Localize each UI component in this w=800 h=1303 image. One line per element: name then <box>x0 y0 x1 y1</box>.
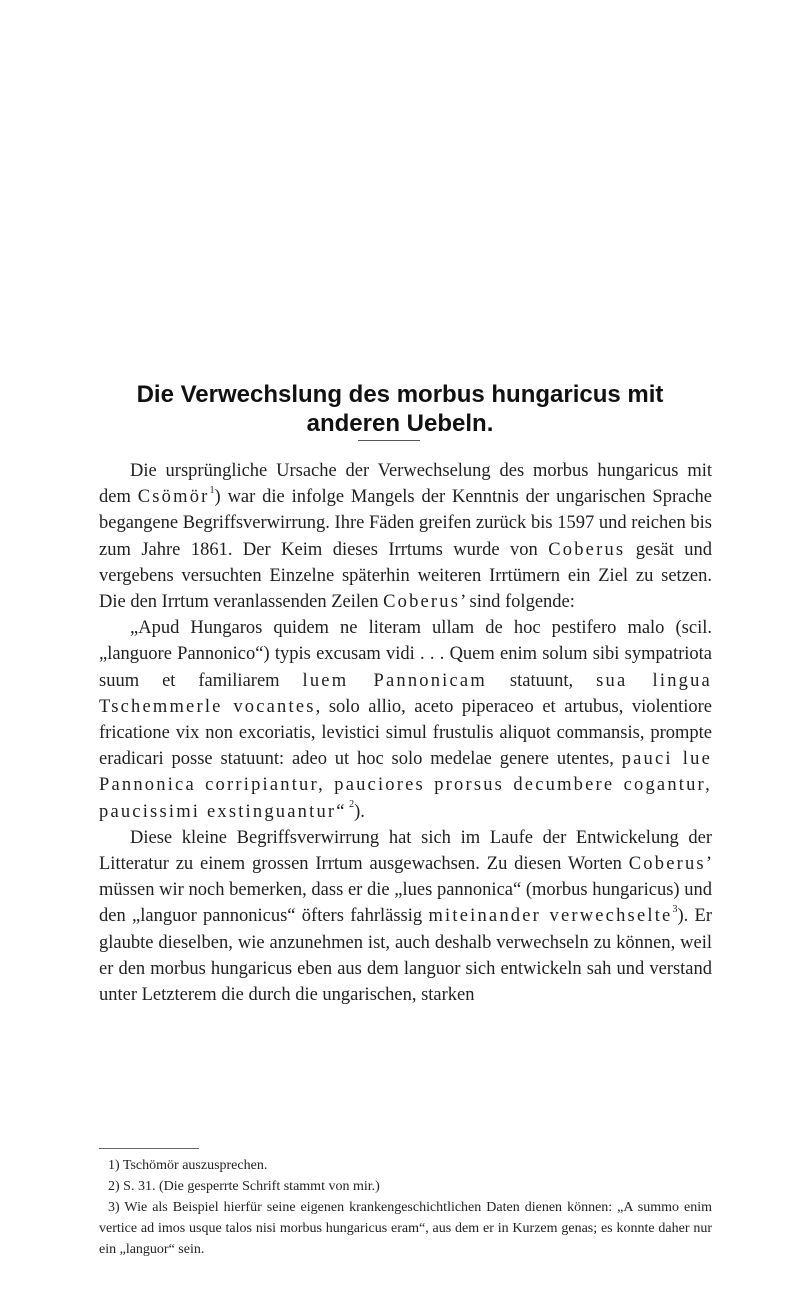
footnote-ref-3: 3 <box>672 904 678 916</box>
text-run: gesät und vergebens versuchten Einzelne späterhin weiteren Irrtümern ein Ziel zu setzen. Die den Irrtum veranlassenden Zeilen <box>99 539 712 613</box>
text-run: ). Er glaubte dieselben, wie anzunehmen ist, auch deshalb verwechseln zu können, weil er den morbus hungaricus eben aus dem languor sich entwickeln sah und verstand unter Letzterem die durch die ungarischen, starken <box>99 906 712 1006</box>
footnote-divider <box>99 1148 199 1149</box>
text-run: ’ müssen wir noch bemerken, dass er die „lues pannonica“ (morbus hungaricus) und den „languor pannonicus“ öfters fahrlässig <box>99 854 712 927</box>
spaced-name: Csömör <box>137 487 210 508</box>
text-run: ) war die infolge Mangels der Kenntnis der ungarischen Sprache begangene Begriffsverwirrung. Ihre Fäden greifen zurück bis 1597 und reichen bis zum Jahre 1861. Der Keim dieses Irrtums wurde von <box>99 487 712 560</box>
footnote-ref-1: 1 <box>209 485 215 497</box>
text-run: ’ sind folgende: <box>460 592 575 613</box>
heading-divider <box>358 440 420 441</box>
text-run: Die ursprüngliche Ursache der Verwechselung des morbus hungaricus mit dem <box>99 461 712 508</box>
spaced-text: pauci lue Pannonica corripiantur, pauciores prorsus decumbere cogantur, paucissimi exstinguantur <box>99 749 712 822</box>
footnote-1: 1) Tschömör auszusprechen. <box>108 1158 268 1173</box>
text-run: statuunt, <box>486 670 597 691</box>
spaced-text: luem Pannonicam <box>302 670 487 691</box>
chapter-heading-line-2: anderen Uebeln. <box>306 410 494 437</box>
text-run: ). <box>354 801 365 822</box>
text-run: „Apud Hungaros quidem ne literam ullam de hoc pestifero malo (scil. „languore Pannonico“) typis excusam vidi . . . Quem enim solum sibi sympatriota suum et familiarem <box>99 618 712 691</box>
paragraph-2-quotation <box>99 615 712 825</box>
text-run: , solo allio, aceto piperaceo et artubus, violentiore fricatione vix non excoriatis, levistici simul frustulis aliquot commansis, prompte eradicari posse statuunt: adeo ut hoc solo medelae genere utentes, <box>99 696 713 770</box>
text-run: “ <box>336 801 350 822</box>
body-text <box>99 458 712 1008</box>
footnote-ref-2: 2 <box>349 799 355 811</box>
footnote-3: 3) Wie als Beispiel hierfür seine eigenen krankengeschichtlichen Daten dienen können: „A summo enim vertice ad imos usque talos nisi morbus hungaricus eram“, aus dem er in Kurzem genas; es konnte daher nur ein „languor“ sein. <box>99 1200 712 1257</box>
paragraph-3 <box>99 825 712 1008</box>
chapter-heading <box>100 380 700 438</box>
text-run: Diese kleine Begriffsverwirrung hat sich im Laufe der Entwickelung der Litteratur zu einem grossen Irrtum ausgewachsen. Zu diesen Worten <box>99 827 712 875</box>
footnote-2: 2) S. 31. (Die gesperrte Schrift stammt von mir.) <box>108 1179 380 1194</box>
spaced-name: Coberus <box>383 592 461 613</box>
spaced-name: Coberus <box>548 539 626 560</box>
spaced-text: miteinander verwechselte <box>428 906 673 927</box>
spaced-name: Coberus <box>628 854 706 875</box>
spaced-text: sua lingua Tschemmerle vocantes <box>99 670 712 717</box>
chapter-heading-line-1: Die Verwechslung des morbus hungaricus mit <box>136 381 664 408</box>
footnotes <box>99 1155 712 1260</box>
paragraph-1 <box>99 458 712 615</box>
